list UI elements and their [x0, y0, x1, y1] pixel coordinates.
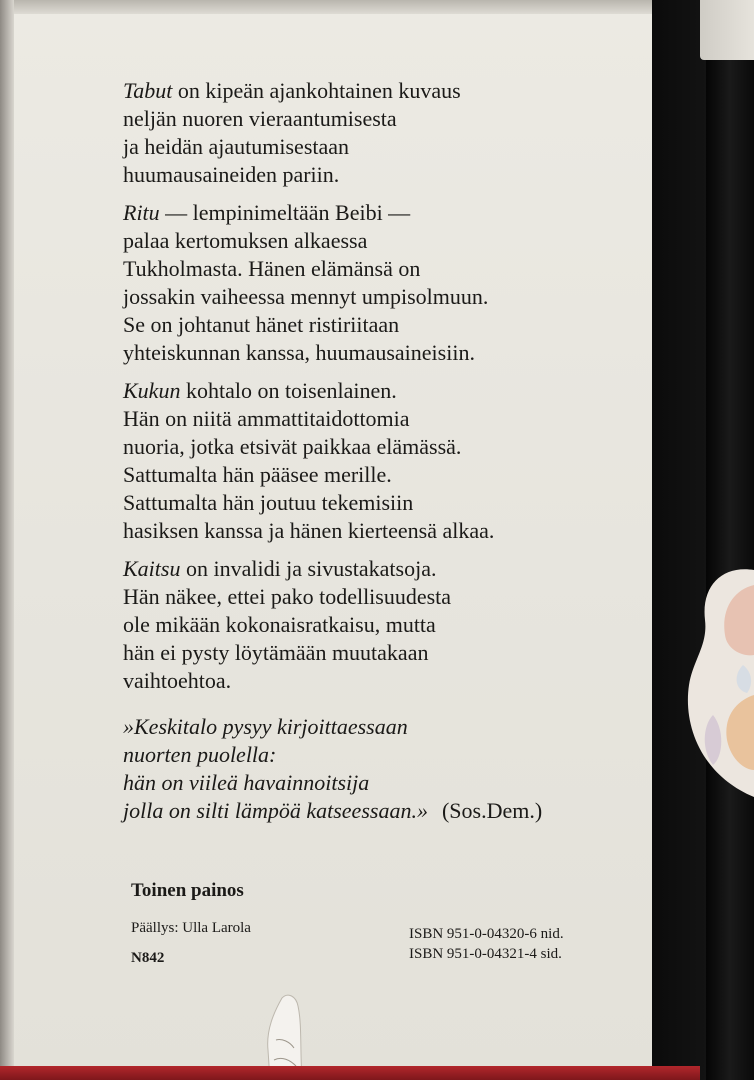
blurb-text: [123, 77, 593, 825]
blurb-text-run: — lempinimeltään Beibi —: [159, 200, 411, 225]
blurb-text-run: huumausaineiden pariin.: [123, 162, 340, 187]
blurb-line: [123, 517, 593, 545]
spine-edge: [706, 0, 754, 1080]
blurb-line: [123, 339, 593, 367]
blurb-line: [123, 461, 593, 489]
blurb-text-run: Se on johtanut hänet ristiriitaan: [123, 312, 400, 337]
red-binding-strip: [0, 1066, 700, 1080]
blurb-text-run: on invalidi ja sivustakatsoja.: [180, 556, 437, 581]
blurb-line: [123, 377, 593, 405]
blurb-line: [123, 105, 593, 133]
blurb-text-run: ole mikään kokonaisratkaisu, mutta: [123, 612, 436, 637]
blurb-text-run: ja heidän ajautumisestaan: [123, 134, 350, 159]
blurb-text-run: Sattumalta hän joutuu tekemisiin: [123, 490, 414, 515]
blurb-line: [123, 433, 593, 461]
quote-line: nuorten puolella:: [123, 742, 277, 767]
isbn-line: ISBN 951-0-04321-4 sid.: [409, 946, 562, 962]
blurb-paragraph-3: [123, 377, 593, 545]
character-name: Tabut: [123, 78, 173, 103]
isbn-line: ISBN 951-0-04320-6 nid.: [409, 926, 564, 942]
cover-top-edge: [0, 0, 754, 14]
edition-label: Toinen painos: [131, 880, 244, 901]
character-name: Ritu: [123, 200, 160, 225]
blurb-text-run: Hän näkee, ettei pako todellisuudesta: [123, 584, 452, 609]
blurb-line: [123, 405, 593, 433]
quote-source: (Sos.Dem.): [441, 798, 543, 823]
cover-art-fragment: [683, 565, 754, 800]
blurb-line: [123, 77, 593, 105]
blurb-line: [123, 555, 593, 583]
blurb-line: [123, 311, 593, 339]
blurb-text-run: yhteiskunnan kanssa, huumausaineisiin.: [123, 340, 475, 365]
blurb-text-run: neljän nuoren vieraantumisesta: [123, 106, 397, 131]
blurb-text-run: Tukholmasta. Hänen elämänsä on: [123, 256, 421, 281]
quote-line-last: [123, 797, 593, 825]
blurb-line: [123, 161, 593, 189]
blurb-line: [123, 489, 593, 517]
cover-left-edge: [0, 0, 14, 1080]
blurb-paragraph-4: [123, 555, 593, 695]
quote-line: hän on viileä havainnoitsija: [123, 770, 370, 795]
series-code: N842: [131, 950, 165, 966]
blurb-text-run: Hän on niitä ammattitaidottomia: [123, 406, 410, 431]
blurb-text-run: nuoria, jotka etsivät paikkaa elämässä.: [123, 434, 462, 459]
cover-credit: Päällys: Ulla Larola: [131, 920, 251, 936]
blurb-text-run: on kipeän ajankohtainen kuvaus: [172, 78, 461, 103]
blurb-line: [123, 667, 593, 695]
blurb-line: [123, 227, 593, 255]
blurb-text-run: kohtalo on toisenlainen.: [180, 378, 397, 403]
blurb-line: [123, 255, 593, 283]
blurb-line: [123, 283, 593, 311]
blurb-text-run: jossakin vaiheessa mennyt umpisolmuun.: [123, 284, 489, 309]
blurb-text-run: palaa kertomuksen alkaessa: [123, 228, 368, 253]
blurb-paragraph-1: [123, 77, 593, 189]
blurb-line: [123, 199, 593, 227]
blurb-paragraph-2: [123, 199, 593, 367]
blurb-line: [123, 611, 593, 639]
quote-line: jolla on silti lämpöä katseessaan.»: [123, 798, 428, 823]
blurb-text-run: hasiksen kanssa ja hänen kierteensä alkaa.: [123, 518, 495, 543]
blurb-line: [123, 583, 593, 611]
blurb-line: [123, 133, 593, 161]
quote-line: »Keskitalo pysyy kirjoittaessaan: [123, 714, 408, 739]
blurb-line: [123, 639, 593, 667]
blurb-text-run: vaihtoehtoa.: [123, 668, 232, 693]
character-name: Kukun: [123, 378, 181, 403]
isbn-block: [409, 924, 564, 964]
blurb-text-run: hän ei pysty löytämään muutakaan: [123, 640, 429, 665]
spine-top-wear: [700, 0, 754, 60]
character-name: Kaitsu: [123, 556, 181, 581]
review-quote: [123, 713, 593, 825]
blurb-text-run: Sattumalta hän pääsee merille.: [123, 462, 392, 487]
